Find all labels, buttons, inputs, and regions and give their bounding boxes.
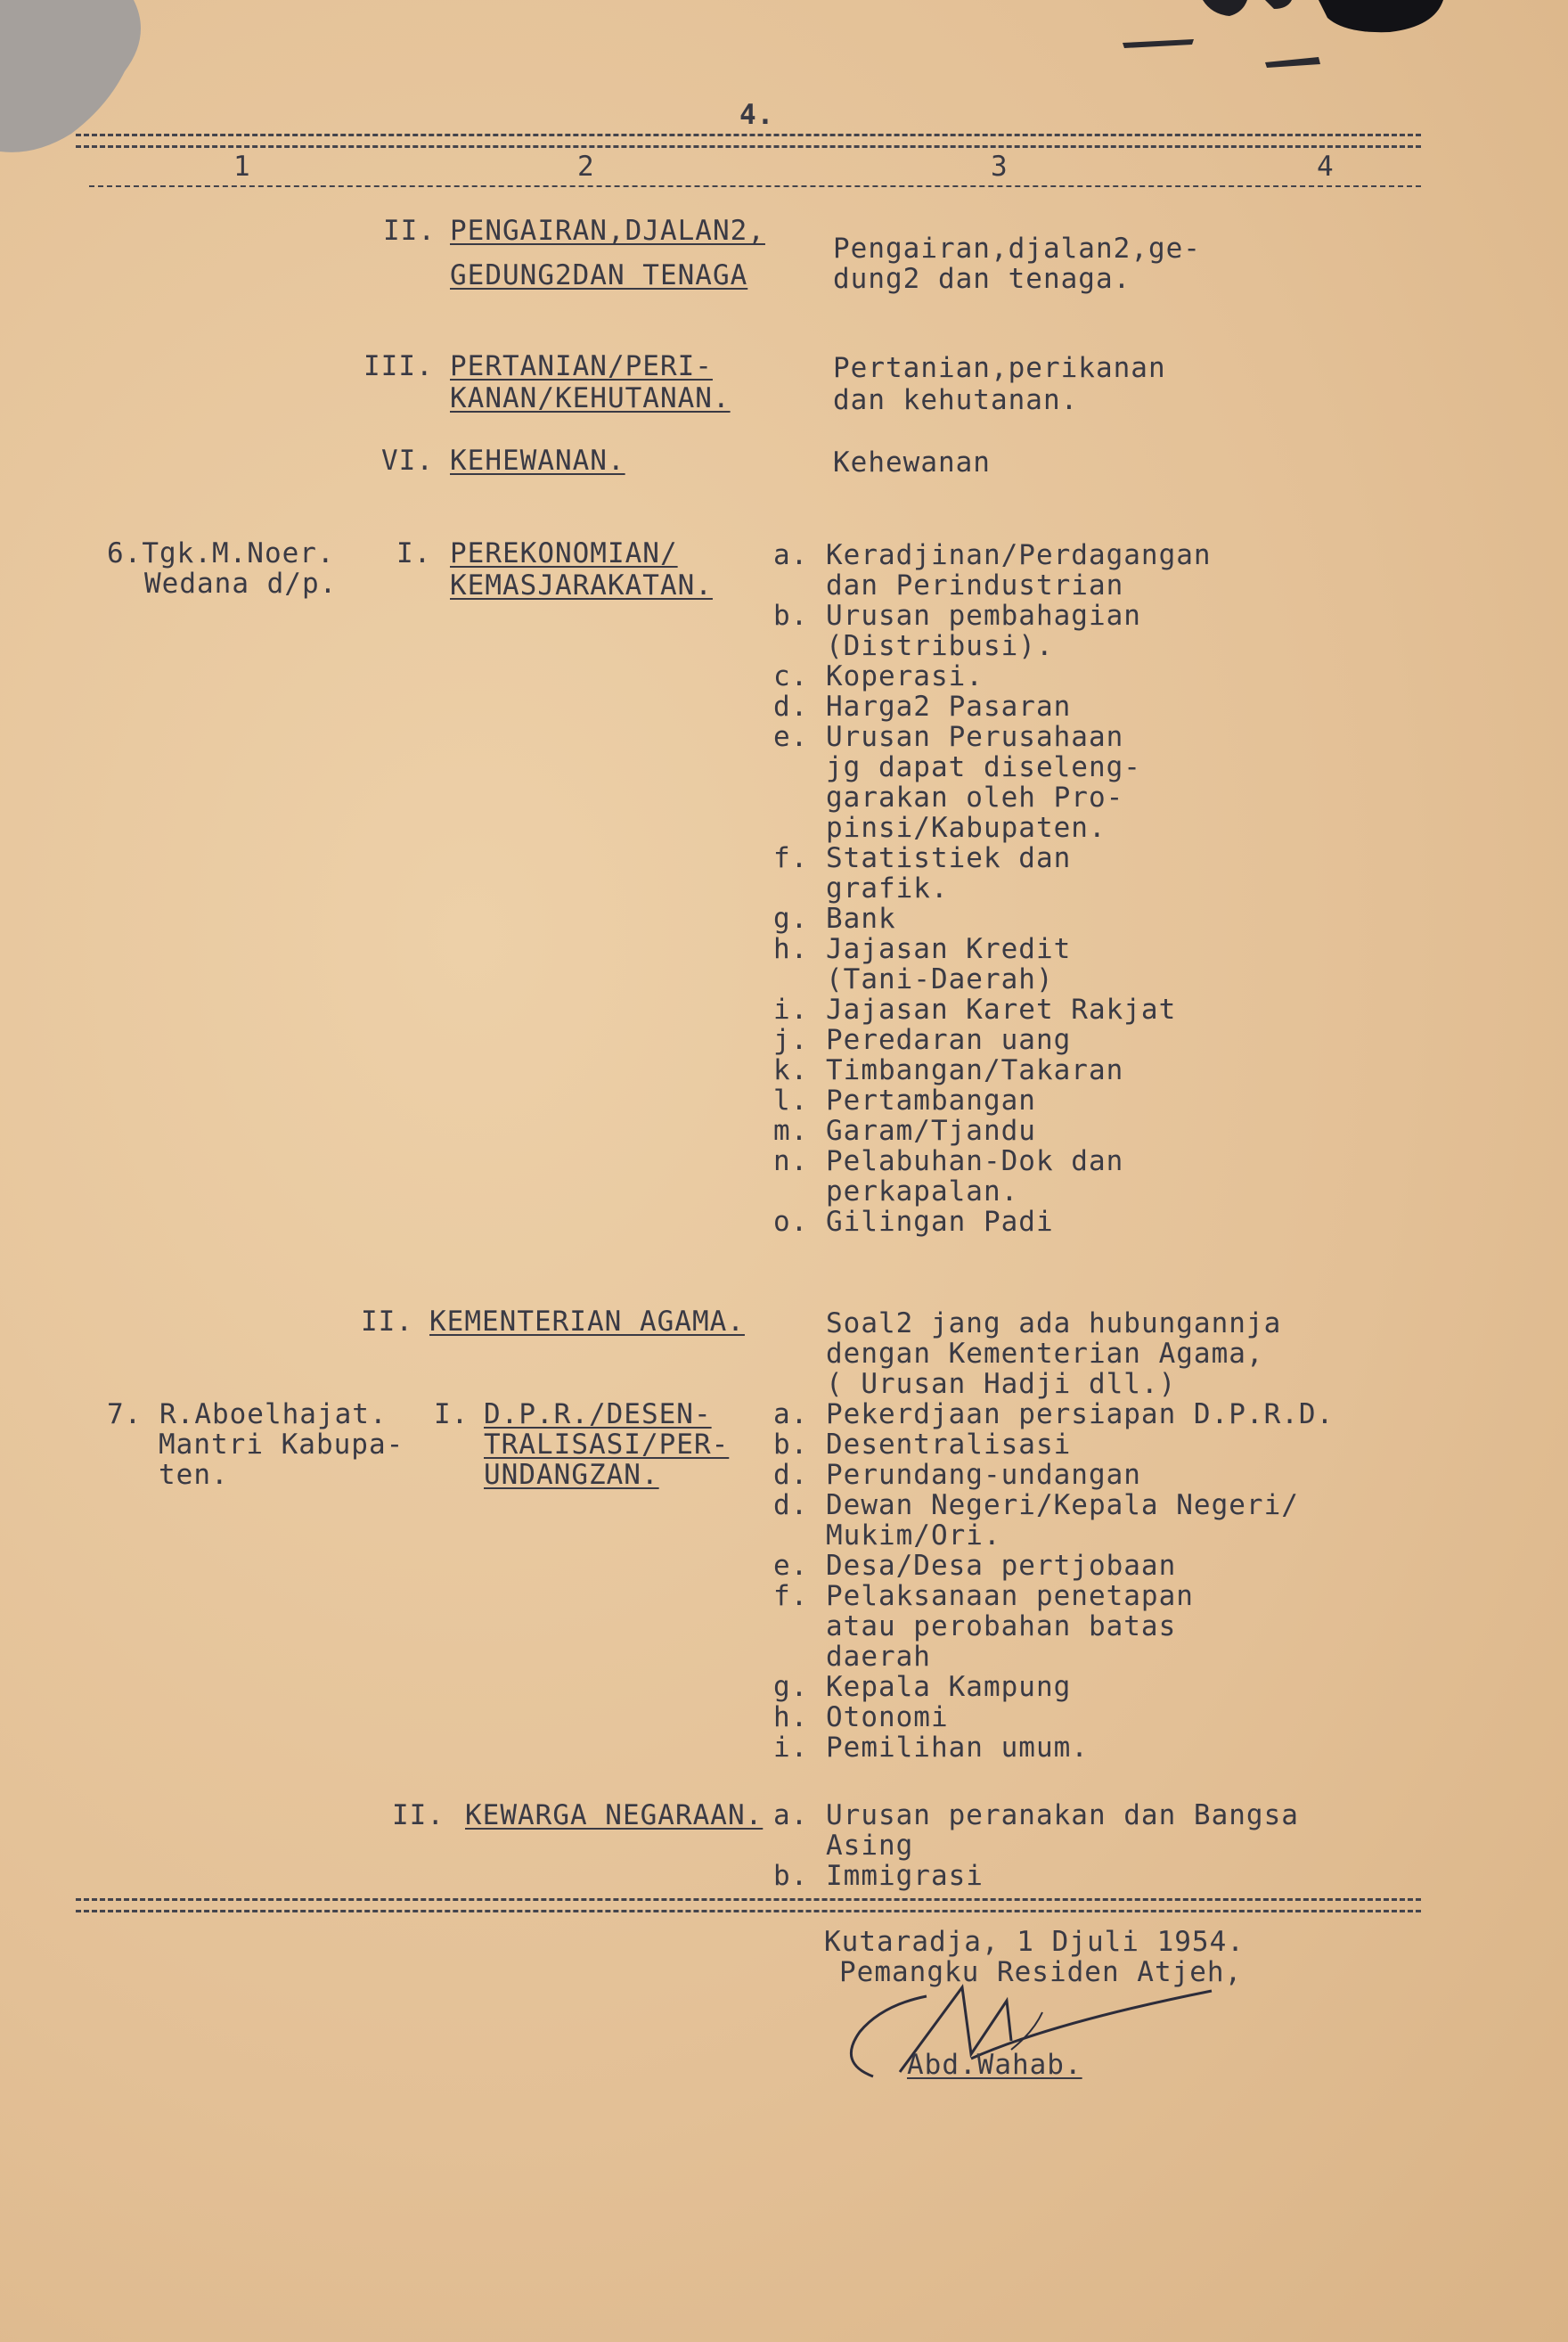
- header-top-rule: [76, 134, 1421, 148]
- list-item: a. Pekerdjaan persiapan D.P.R.D.: [773, 1398, 1335, 1430]
- section-title: GEDUNG2DAN TENAGA: [450, 259, 748, 291]
- column-header-1: 1: [233, 151, 251, 183]
- footer-rule: [76, 1898, 1421, 1912]
- list-item: n. Pelabuhan-Dok dan: [773, 1145, 1124, 1177]
- column-header-2: 2: [577, 151, 595, 183]
- list-item: Mukim/Ori.: [773, 1519, 1001, 1552]
- list-item: a. Keradjinan/Perdagangan: [773, 539, 1212, 571]
- list-item: pinsi/Kabupaten.: [773, 812, 1107, 844]
- list-item: d. Dewan Negeri/Kepala Negeri/: [773, 1489, 1299, 1521]
- list-item: m. Garam/Tjandu: [773, 1115, 1036, 1147]
- signatory-name: Abd.Wahab.: [907, 2049, 1082, 2081]
- list-item: dan Perindustrian: [773, 569, 1124, 602]
- place-date: Kutaradja, 1 Djuli 1954.: [824, 1926, 1245, 1958]
- section-title: KEHEWANAN.: [450, 445, 625, 477]
- person-name: 6.Tgk.M.Noer.: [107, 537, 335, 569]
- list-item: b. Desentralisasi: [773, 1429, 1072, 1461]
- list-item: d. Harga2 Pasaran: [773, 691, 1072, 723]
- section-number: II.: [361, 1306, 413, 1338]
- list-item: f. Pelaksanaan penetapan: [773, 1580, 1194, 1612]
- section-title: PEREKONOMIAN/: [450, 537, 678, 569]
- person-name: 7. R.Aboelhajat.: [107, 1398, 388, 1430]
- list-item: grafik.: [773, 872, 949, 905]
- list-item: Asing: [773, 1830, 914, 1862]
- list-item: b. Urusan pembahagian: [773, 600, 1141, 632]
- list-item: h. Jajasan Kredit: [773, 933, 1072, 965]
- list-item: h. Otonomi: [773, 1701, 949, 1733]
- section-title: KEMENTERIAN AGAMA.: [429, 1306, 745, 1338]
- section-title: KEWARGA NEGARAAN.: [465, 1799, 764, 1831]
- section-description: ( Urusan Hadji dll.): [826, 1368, 1177, 1400]
- list-item: (Distribusi).: [773, 630, 1054, 662]
- section-number: II.: [392, 1799, 445, 1831]
- list-item: perkapalan.: [773, 1175, 1019, 1208]
- section-description: dengan Kementerian Agama,: [826, 1338, 1264, 1370]
- list-item: garakan oleh Pro-: [773, 782, 1124, 814]
- list-item: d. Perundang-undangan: [773, 1459, 1141, 1491]
- page-number: 4.: [739, 99, 775, 131]
- list-item: e. Urusan Perusahaan: [773, 721, 1124, 753]
- section-description: Soal2 jang ada hubungannja: [826, 1307, 1282, 1339]
- column-header-4: 4: [1317, 151, 1335, 183]
- list-item: l. Pertambangan: [773, 1085, 1036, 1117]
- ink-blot-top-right: [1033, 0, 1443, 80]
- section-description: dan kehutanan.: [833, 384, 1079, 416]
- section-number: III.: [363, 350, 434, 382]
- list-item: j. Peredaran uang: [773, 1024, 1072, 1056]
- list-item: daerah: [773, 1641, 931, 1673]
- section-number: I.: [434, 1398, 470, 1430]
- person-position: Mantri Kabupa-: [159, 1429, 404, 1461]
- list-item: (Tani-Daerah): [773, 963, 1054, 995]
- list-item: i. Pemilihan umum.: [773, 1732, 1089, 1764]
- column-header-3: 3: [991, 151, 1009, 183]
- section-title: KANAN/KEHUTANAN.: [450, 382, 731, 414]
- list-item: k. Timbangan/Takaran: [773, 1054, 1124, 1086]
- list-item: o. Gilingan Padi: [773, 1206, 1054, 1238]
- section-title: PERTANIAN/PERI-: [450, 350, 713, 382]
- section-description: Pertanian,perikanan: [833, 352, 1166, 384]
- section-description: Kehewanan: [833, 446, 991, 479]
- section-title: PENGAIRAN,DJALAN2,: [450, 215, 765, 247]
- section-title: KEMASJARAKATAN.: [450, 569, 713, 602]
- list-item: a. Urusan peranakan dan Bangsa: [773, 1799, 1299, 1831]
- list-item: atau perobahan batas: [773, 1610, 1177, 1642]
- list-item: jg dapat diseleng-: [773, 751, 1141, 783]
- person-position: ten.: [159, 1459, 229, 1491]
- section-number: I.: [396, 537, 432, 569]
- list-item: g. Bank: [773, 903, 896, 935]
- list-item: c. Koperasi.: [773, 660, 984, 692]
- section-description: Pengairan,djalan2,ge-: [833, 233, 1201, 265]
- section-title: TRALISASI/PER-: [484, 1429, 730, 1461]
- list-item: i. Jajasan Karet Rakjat: [773, 994, 1177, 1026]
- header-bottom-rule: [89, 185, 1421, 187]
- section-number: VI.: [381, 445, 434, 477]
- list-item: e. Desa/Desa pertjobaan: [773, 1550, 1177, 1582]
- section-number: II.: [383, 215, 436, 247]
- person-position: Wedana d/p.: [144, 568, 338, 600]
- signatory-role: Pemangku Residen Atjeh,: [839, 1956, 1243, 1988]
- section-title: D.P.R./DESEN-: [484, 1398, 712, 1430]
- section-title: UNDANGZAN.: [484, 1459, 659, 1491]
- list-item: g. Kepala Kampung: [773, 1671, 1072, 1703]
- list-item: b. Immigrasi: [773, 1860, 984, 1892]
- list-item: f. Statistiek dan: [773, 842, 1072, 874]
- section-description: dung2 dan tenaga.: [833, 263, 1131, 295]
